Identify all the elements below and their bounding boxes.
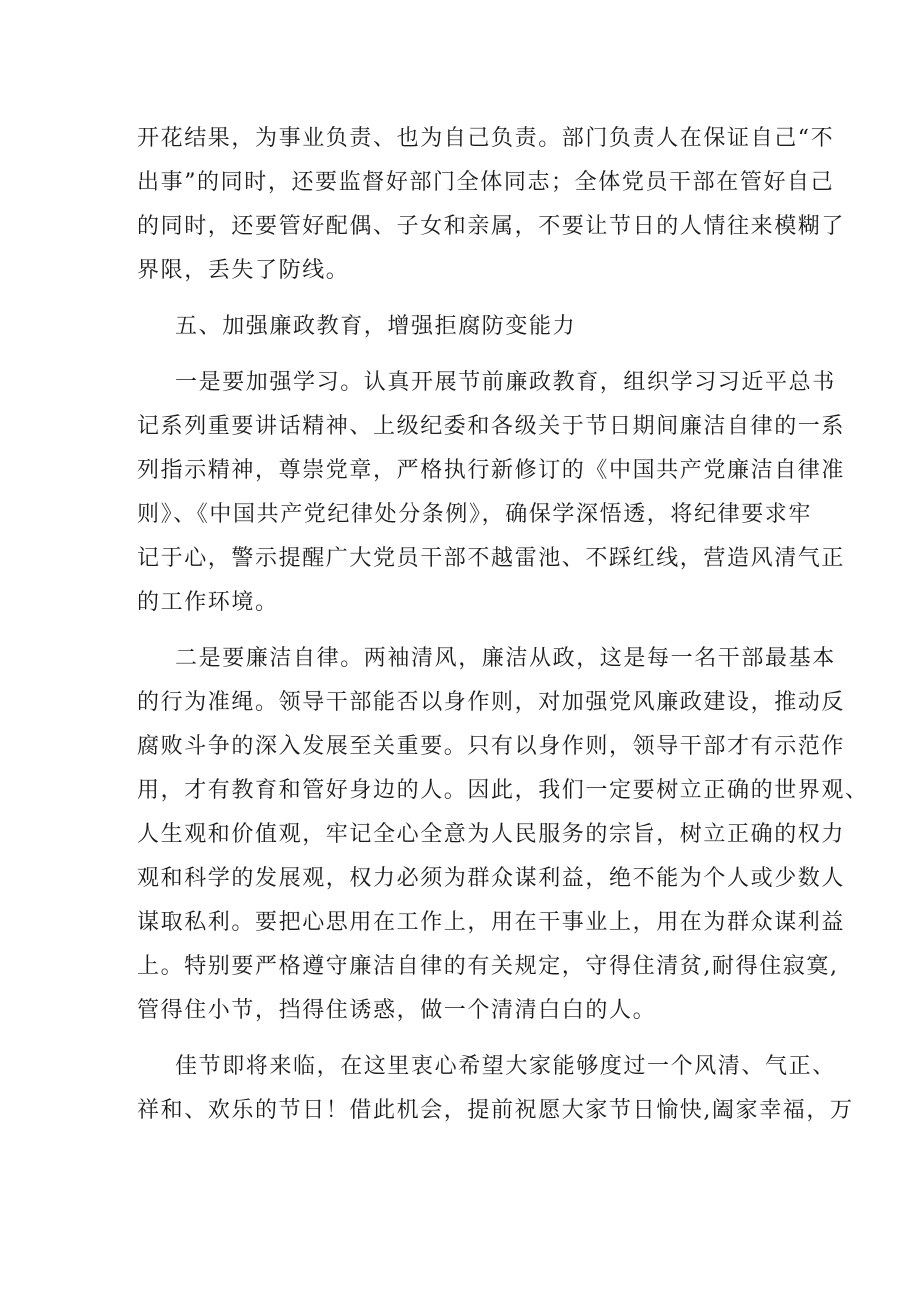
text-line-1: 开花结果，为事业负责、也为自己负责。部门负责人在保证自己“不 xyxy=(137,126,835,151)
paragraph-1-line-1: 一是要加强学习。认真开展节前廉政教育，组织学习习近平总书 xyxy=(175,370,836,395)
paragraph-2-line-3: 腐败斗争的深入发展至关重要。只有以身作则，领导干部才有示范作 xyxy=(137,734,846,759)
paragraph-1-line-2: 记系列重要讲话精神、上级纪委和各级关于节日期间廉洁自律的一系 xyxy=(137,414,846,439)
paragraph-2-line-2: 的行为准绳。领导干部能否以身作则，对加强党风廉政建设，推动反 xyxy=(137,690,846,715)
paragraph-1-line-3: 列指示精神，尊崇党章，严格执行新修订的《中国共产党廉洁自律准 xyxy=(137,458,846,483)
paragraph-3-line-2: 祥和、欢乐的节日！借此机会，提前祝愿大家节日愉快,阖家幸福，万 xyxy=(137,1098,854,1123)
section-heading: 五、加强廉政教育，增强拒腐防变能力 xyxy=(175,314,577,339)
paragraph-2-line-9: 管得住小节，挡得住诱惑，做一个清清白白的人。 xyxy=(137,998,657,1023)
text-line-3: 的同时，还要管好配偶、子女和亲属，不要让节日的人情往来模糊了 xyxy=(137,214,846,239)
paragraph-2-line-8: 上。特别要严格遵守廉洁自律的有关规定，守得住清贫,耐得住寂寞, xyxy=(137,954,839,979)
text-line-2: 出事”的同时，还要监督好部门全体同志；全体党员干部在管好自己 xyxy=(137,170,835,195)
paragraph-2-line-6: 观和科学的发展观，权力必须为群众谋利益，绝不能为个人或少数人 xyxy=(137,866,846,891)
paragraph-2-line-7: 谋取私利。要把心思用在工作上，用在干事业上，用在为群众谋利益 xyxy=(137,910,846,935)
paragraph-3-line-1: 佳节即将来临，在这里衷心希望大家能够度过一个风清、气正、 xyxy=(175,1054,836,1079)
text-line-4: 界限，丢失了防线。 xyxy=(137,258,350,283)
paragraph-1-line-5: 记于心，警示提醒广大党员干部不越雷池、不踩红线，营造风清气正 xyxy=(137,546,846,571)
paragraph-2-line-5: 人生观和价值观，牢记全心全意为人民服务的宗旨，树立正确的权力 xyxy=(137,822,846,847)
paragraph-2-line-1: 二是要廉洁自律。两袖清风，廉洁从政，这是每一名干部最基本 xyxy=(175,646,836,671)
paragraph-2-line-4: 用，才有教育和管好身边的人。因此，我们一定要树立正确的世界观、 xyxy=(137,778,869,803)
paragraph-1-line-6: 的工作环境。 xyxy=(137,590,279,615)
paragraph-1-line-4: 则》、《中国共产党纪律处分条例》，确保学深悟透，将纪律要求牢 xyxy=(137,502,813,527)
